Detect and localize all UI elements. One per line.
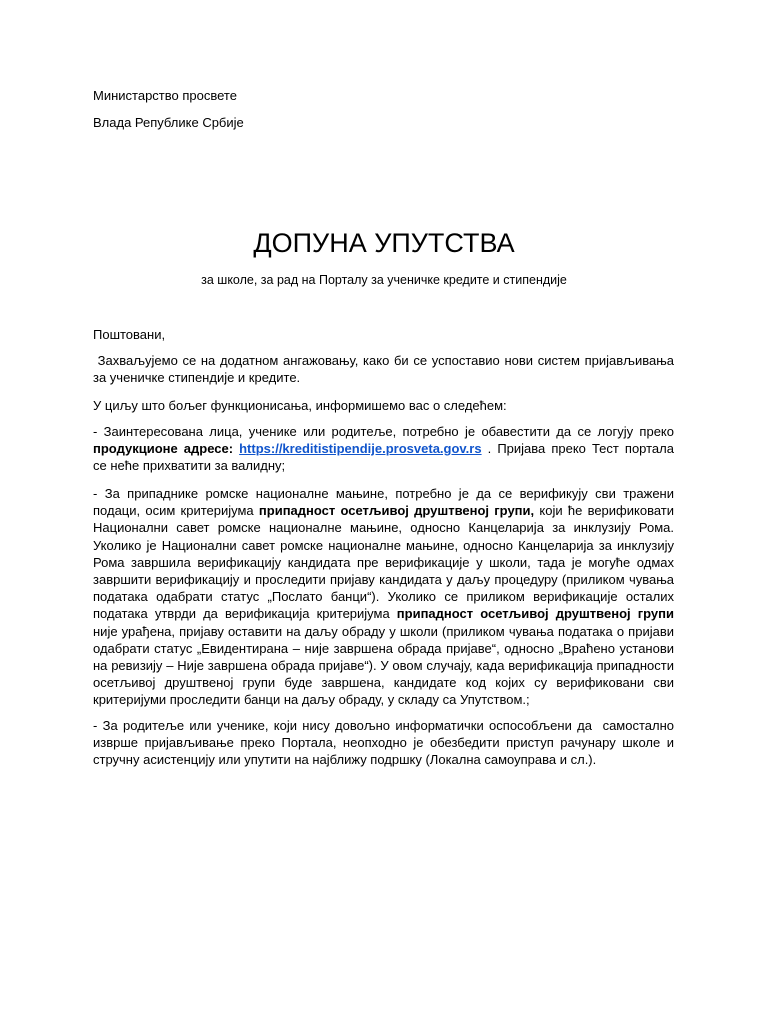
info-text: У циљу што бољег функционисања, информишемо вас о следећем: [93, 398, 507, 413]
item-assistance [93, 717, 678, 769]
item1-bold-label: продукционе адресе: [93, 441, 234, 457]
document-subtitle: за школе, за рад на Порталу за ученичке кредите и стипендије [201, 273, 567, 287]
ministry-name: Министарство просвете [93, 88, 237, 103]
item1-text-a: - Заинтересована лица, ученике или родитеље, потребно је обавестити да се логују преко [93, 424, 674, 439]
portal-link[interactable]: https://kreditistipendije.prosveta.gov.rs [239, 441, 482, 457]
item1-text-b: . Пријава преко Тест портала се неће прихватити за валидну; [93, 441, 674, 474]
item2-text-a: - За припаднике ромске националне мањине, потребно је да се верификују сви тражени подаци, осим критеријума [93, 486, 674, 519]
item2-paragraph [93, 485, 674, 709]
intro-paragraph [93, 352, 678, 386]
item2-text-b: који ће верификовати Национални савет ромске националне мањине, односно Канцеларија за инклузију Рома. Уколико је Национални савет ромске националне мањине, односно Канцеларија за инклузију Рома завршила верификацију кандидата пре верификације у школи, тада је могуће одмах завршити верификацију и проследити пријаву кандидата у даљу процедуру (приликом чувања података одабрати статус „Послато банци“). Уколико се приликом верификације осталих података утврди да верификација критеријума [93, 503, 674, 622]
item-roma-verification [93, 485, 674, 709]
info-paragraph [93, 397, 674, 414]
government-name: Влада Републике Србије [93, 115, 244, 130]
item-production-address [93, 423, 674, 475]
item2-bold-b: припадност осетљивој друштвеној групи [396, 606, 674, 622]
greeting-text: Поштовани, [93, 327, 166, 342]
document-title: ДОПУНА УПУТСТВА [253, 228, 515, 258]
greeting [93, 326, 674, 343]
item2-bold-a: припадност осетљивој друштвеној групи, [258, 503, 535, 519]
intro-text: Захваљујемо се на додатном ангажовању, како би се успоставио нови систем пријављивања за ученичке стипендије и кредите. [93, 353, 678, 386]
item3-text: - За родитеље или ученике, који нису довољно информатички оспособљени да самостално изврше пријављивање преко Портала, неопходно је обезбедити приступ рачунару школе и стручну асистенцију или упутити на најближу подршку (Локална самоуправа и сл.). [93, 718, 678, 768]
item1-paragraph [93, 423, 674, 475]
item2-text-c: није урађена, пријаву оставити на даљу обраду у школи (приликом чувања података о пријави одабрати статус „Евидентирана – није завршена обрада пријаве“, односно „Враћено установи на ревизију – Није завршена обрада пријаве“). У овом случају, када верификација припадности осетљивој друштвеној групи буде завршена, кандидате код којих су верификовани сви критеријуми проследити банци на даљу обраду, у складу са Упутством.; [93, 623, 674, 708]
